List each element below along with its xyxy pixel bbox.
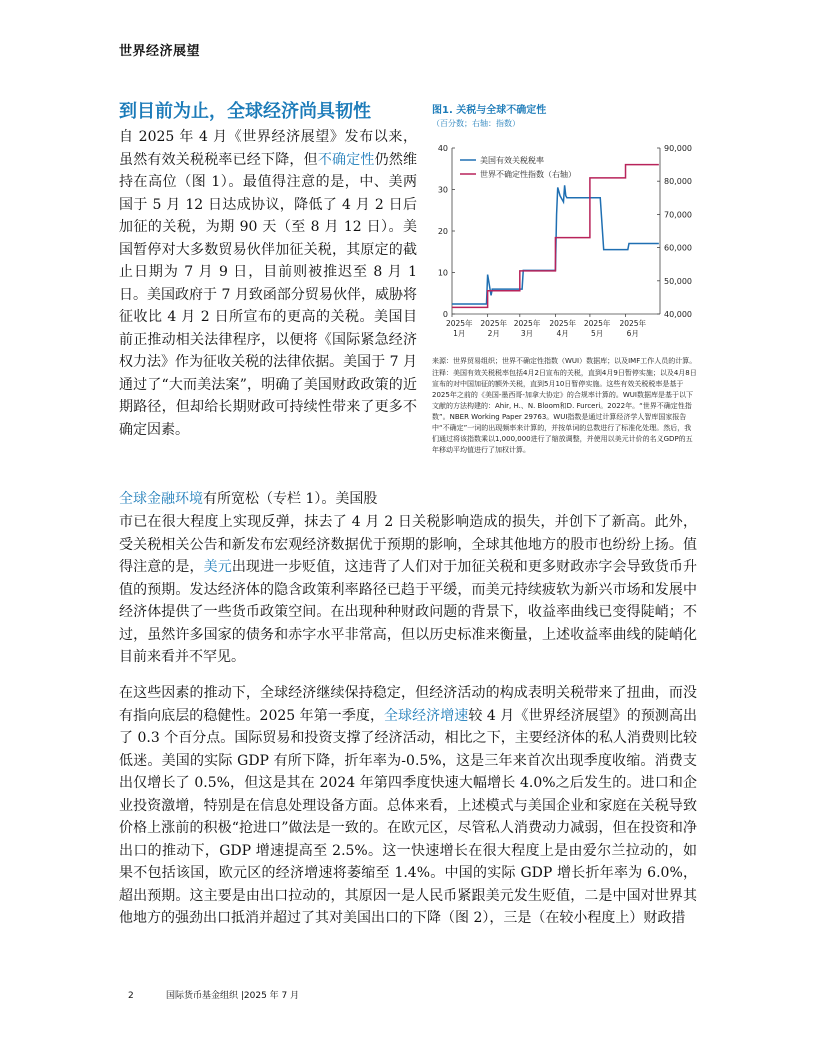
x-tick-label-year: 2025年 bbox=[513, 319, 541, 328]
x-tick-label-year: 2025年 bbox=[480, 319, 508, 328]
x-tick-label-month: 3月 bbox=[520, 329, 534, 338]
paragraph-1-text-b: 仍然维持在高位（图 1）。最值得注意的是，中、美两国于 5 月 12 日达成协议，降低了 4 月 2 日后加征的关税，为期 90 天（至 8 月 12 日）。美国暂停对大多数贸易伙伴加征关税，其原定的截止日期为 7 月 9 日，目前则被推迟至 8 月 1 日。美国政府于 7 月致函部分贸易伙伴，威胁将征收比 4 月 2 日所宣布的更高的关税。美国目前正推动相关法律程序，以便将《国际紧急经济权力法》作为征收关税的法律依据。美国于 7 月通过了“大而美法案”，明确了美国财政政策的近期路径，但却给长期财政可持续性带来了更多不确定因素。 bbox=[119, 151, 418, 438]
y-right-tick-label: 40,000 bbox=[664, 310, 692, 319]
footer-publisher: 国际货币基金组织 |2025 年 7 月 bbox=[166, 991, 300, 1001]
y-left-tick-label: 30 bbox=[437, 185, 448, 195]
x-tick-label-month: 1月 bbox=[453, 329, 466, 338]
x-tick-label-month: 6月 bbox=[626, 329, 639, 338]
section-title: 到目前为止，全球经济尚具韧性 bbox=[119, 101, 371, 122]
paragraph-2 bbox=[119, 511, 697, 669]
figure-source: 来源：世界贸易组织；世界不确定性指数（WUI）数据库；以及IMF工作人员的计算。 bbox=[432, 357, 697, 365]
paragraph-1-text-a: 自 2025 年 4 月《世界经济展望》发布以来，虽然有效关税税率已经下降，但 bbox=[119, 129, 417, 168]
y-right-tick-label: 70,000 bbox=[664, 210, 692, 220]
page-footer bbox=[128, 988, 299, 1001]
y-right-tick-label: 60,000 bbox=[664, 243, 692, 253]
paragraph-2-text-c: 出现进一步贬值，这违背了人们对于加征关税和更多财政赤字会导致货币升值的预期。发达经济体的隐含政策利率路径已趋于平缓，而美元持续疲软为新兴市场和发展中经济体提供了一些货币政策空间。在出现种种财政问题的背景下，收益率曲线已变得陡峭；不过，虽然许多国家的债务和赤字水平非常高，但以历史标准来衡量，上述收益率曲线的陡峭化目前来看并不罕见。 bbox=[119, 559, 698, 665]
paragraph-2-text-a: 有所宽松（专栏 1）。美国股 bbox=[203, 491, 378, 507]
figure-subtitle: （百分数；右轴：指数） bbox=[432, 119, 520, 128]
y-left-tick-label: 0 bbox=[442, 310, 448, 319]
x-tick-label-month: 4月 bbox=[556, 329, 569, 338]
x-tick-label-month: 2月 bbox=[487, 329, 500, 338]
x-tick-label-year: 2025年 bbox=[619, 319, 647, 328]
y-left-tick-label: 10 bbox=[437, 268, 448, 278]
paragraph-3 bbox=[119, 682, 697, 930]
y-left-tick-label: 20 bbox=[437, 227, 448, 236]
paragraph-3-text-a: 在这些因素的推动下，全球经济继续保持稳定，但经济活动的构成表明关税带来了扭曲，而没有指向底层的稳健性。2025 年第一季度， bbox=[119, 685, 697, 724]
tariff-uncertainty-chart bbox=[432, 140, 697, 346]
y-left-tick-label: 40 bbox=[437, 144, 448, 153]
page-number: 2 bbox=[128, 991, 134, 1001]
global-growth-link[interactable]: 全球经济增速 bbox=[384, 707, 469, 724]
y-right-tick-label: 90,000 bbox=[664, 144, 692, 153]
running-header: 世界经济展望 bbox=[119, 44, 201, 59]
figure-1 bbox=[432, 104, 697, 454]
figure-note-text: 注释：美国有效关税税率包括4月2日宣布的关税，直到4月9日暂停实施；以及4月8日宣布的对中国加征的额外关税，直到5月10日暂停实施。这些有效关税税率是基于2025年之前的《美国-墨西哥-加拿大协定》的合规率计算的。WUI数据库是基于以下文献的方法构建的：Ahir, H.、N. Bloom和D. Furceri。2022年。“世界不确定性指数”。NBER Working Paper 29763。WUI指数是通过计算经济学人智库国家报告中“不确定”一词的出现频率来计算的，并按单词的总数进行了标准化处理。然后，我们通过将该指数乘以1,000,000进行了缩放调整，并使用以美元计价的名义GDP的五年移动平均值进行了加权计算。 bbox=[432, 369, 697, 454]
dollar-link[interactable]: 美元 bbox=[203, 559, 232, 575]
figure-title: 图1. 关税与全球不确定性 bbox=[432, 105, 547, 116]
paragraph-3-text-b: 较 4 月《世界经济展望》的预测高出了 0.3 个百分点。国际贸易和投资支撑了经济活动，相比之下，主要经济体的私人消费则比较低迷。美国的实际 GDP 有所下降，折年率为-0.5%，这是三年来首次出现季度收缩。消费支出仅增长了 0.5%，但这是其在 2024 年第四季度快速大幅增长 4.0%之后发生的。进口和企业投资激增，特别是在信息处理设备方面。总体来看，上述模式与美国企业和家庭在关税导致价格上涨前的积极“抢进口”做法是一致的。在欧元区，尽管私人消费动力减弱，但在投资和净出口的推动下，GDP 增速提高至 2.5%。这一快速增长在很大程度上是由爱尔兰拉动的，如果不包括该国，欧元区的经济增速将萎缩至 1.4%。中国的实际 GDP 增长折年率为 6.0%，超出预期。这主要是由出口拉动的，其原因一是人民币紧跟美元发生贬值，二是中国对世界其他地方的强劲出口抵消并超过了其对美国出口的下降（图 2），三是（在较小程度上）财政措 bbox=[119, 707, 698, 926]
y-right-tick-label: 50,000 bbox=[664, 276, 692, 286]
paragraph-2-first-line bbox=[119, 488, 417, 511]
uncertainty-link[interactable]: 不确定性 bbox=[317, 151, 375, 168]
x-tick-label-year: 2025年 bbox=[445, 319, 473, 328]
paragraph-2-text-b: 市已在很大程度上实现反弹，抹去了 4 月 2 日关税影响造成的损失，并创下了新高。此外，受关税相关公告和新发布宏观经济数据优于预期的影响，全球其他地方的股市也纷纷上扬。值得注意的是， bbox=[119, 514, 697, 575]
financial-conditions-link[interactable]: 全球金融环境 bbox=[119, 491, 203, 507]
x-tick-label-year: 2025年 bbox=[549, 319, 576, 328]
y-right-tick-label: 80,000 bbox=[664, 177, 692, 187]
legend-label-uncertainty: 世界不确定性指数（右轴） bbox=[480, 170, 576, 179]
x-tick-label-month: 5月 bbox=[590, 329, 604, 338]
figure-notes bbox=[432, 356, 697, 457]
paragraph-1 bbox=[119, 126, 417, 441]
x-tick-label-year: 2025年 bbox=[583, 319, 611, 328]
legend-label-tariff: 美国有效关税税率 bbox=[480, 156, 544, 165]
